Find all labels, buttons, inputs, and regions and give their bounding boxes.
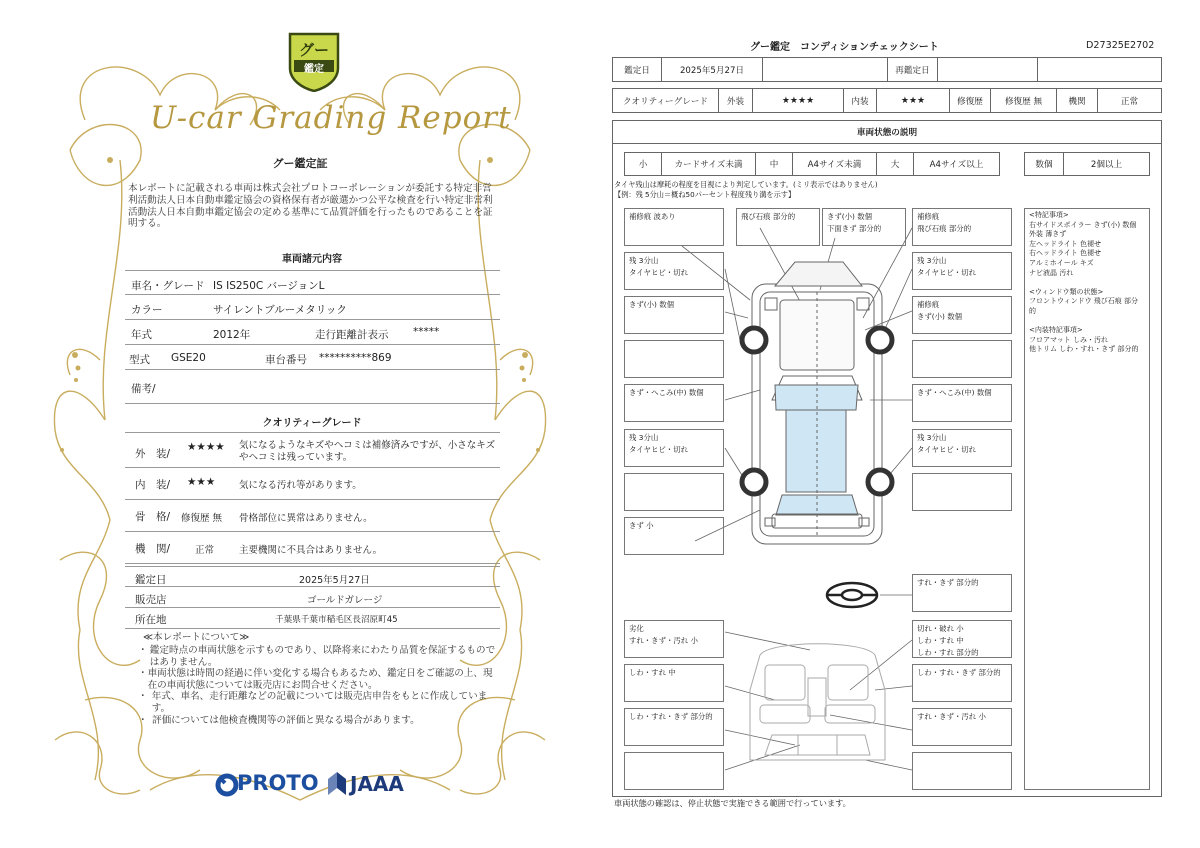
info-row-shop bbox=[125, 587, 500, 608]
date-label: 鑑定日 bbox=[612, 57, 662, 82]
date-value: 2025年5月27日 bbox=[661, 57, 763, 82]
section-title: 車両状態の説明 bbox=[612, 120, 1162, 144]
ext-stars: ★★★★ bbox=[752, 88, 844, 113]
box-interior-right-2: しわ・すれ・きず 部分的 bbox=[912, 664, 1012, 702]
info-row-address bbox=[125, 608, 500, 629]
interior-label: 内 装/ bbox=[135, 479, 171, 491]
legend-count-desc: 2個以上 bbox=[1063, 152, 1150, 176]
box-interior-left-3: しわ・すれ・きず 部分的 bbox=[624, 708, 724, 746]
mileage-label: 走行距離計表示 bbox=[315, 329, 389, 341]
spec-row-name bbox=[125, 270, 500, 295]
chassis-label: 車台番号 bbox=[265, 354, 307, 366]
jaaa-mark-icon bbox=[326, 771, 348, 797]
proto-mark-icon bbox=[215, 773, 239, 797]
quality-section-title: クオリティーグレード bbox=[262, 418, 362, 429]
box-left-5: きず・へこみ(中) 数個 bbox=[624, 384, 724, 422]
legend-medium-desc: A4サイズ未満 bbox=[792, 152, 877, 176]
engine-label: 機関 bbox=[1056, 88, 1098, 113]
note-item: ・ 年式、車名、走行距離などの記載については販売店申告をもとに作成しています。 bbox=[138, 691, 498, 714]
box-interior-right-3: すれ・きず・汚れ 小 bbox=[912, 708, 1012, 746]
note-item: ・ 鑑定時点の車両状態を示すものであり、以降将来にわたり品質を保証するものではありません。 bbox=[138, 645, 498, 668]
legend-count: 数個 bbox=[1024, 152, 1064, 176]
notes-title: ≪本レポートについて≫ bbox=[143, 632, 250, 643]
report-script-title: U-car Grading Report bbox=[150, 100, 512, 136]
sheet-title: グー鑑定 コンディションチェックシート bbox=[750, 42, 939, 53]
box-interior-left-4 bbox=[624, 752, 724, 790]
box-right-3: 補修痕 きず(小) 数個 bbox=[912, 296, 1012, 334]
quality-row-engine bbox=[125, 532, 500, 564]
spec-row-remarks bbox=[125, 370, 500, 404]
footer-note: 車両状態の確認は、停止状態で実施できる範囲で行っています。 bbox=[614, 798, 851, 808]
frame-value: 修復歴 無 bbox=[181, 513, 223, 524]
shop-label: 販売店 bbox=[135, 594, 167, 606]
model-value: GSE20 bbox=[171, 352, 206, 364]
box-left-4 bbox=[624, 340, 724, 378]
note-item: ・ 車両状態は時間の経過に伴い変化する場合もあるため、鑑定日をご確認の上、現在の車両状態については販売店にお問合せください。 bbox=[138, 668, 498, 691]
box-right-4 bbox=[912, 340, 1012, 378]
name-value: IS IS250C バージョンL bbox=[213, 280, 325, 292]
box-right-7 bbox=[912, 473, 1012, 511]
spec-row-model bbox=[125, 345, 500, 370]
legend-small-desc: カードサイズ未満 bbox=[661, 152, 756, 176]
spec-section-title: 車両諸元内容 bbox=[282, 254, 342, 265]
box-left-8: きず 小 bbox=[624, 517, 724, 555]
shop-value: ゴールドガレージ bbox=[307, 595, 383, 606]
goo-kantei-badge bbox=[286, 30, 342, 92]
box-right-6: 残 3分山 タイヤヒビ・切れ bbox=[912, 429, 1012, 467]
box-right-5: きず・へこみ(中) 数個 bbox=[912, 384, 1012, 422]
legend-medium: 中 bbox=[755, 152, 793, 176]
date-label: 鑑定日 bbox=[135, 574, 167, 586]
interior-stars: ★★★ bbox=[187, 476, 216, 488]
box-left-2: 残 3分山 タイヤヒビ・切れ bbox=[624, 252, 724, 290]
box-steering: すれ・きず 部分的 bbox=[912, 574, 1012, 612]
repair-value: 修復歴 無 bbox=[990, 88, 1057, 113]
year-label: 年式 bbox=[131, 329, 152, 341]
exterior-label: 外 装/ bbox=[135, 448, 171, 460]
certificate-body: 本レポートに記載される車両は株式会社プロトコーポレーションが委託する特定非営利活動法人日本自動車鑑定協会の資格保有者が厳選かつ公平な検査を行い特定非営利活動法人日本自動車鑑定協会の定める基準にて品質評価を行ったものであることを証明する。 bbox=[128, 183, 493, 230]
box-top-2: きず(小) 数個 下面きず 部分的 bbox=[822, 208, 906, 246]
note-text: 評価については他検査機関等の評価と異なる場合があります。 bbox=[152, 714, 420, 726]
box-interior-right-4 bbox=[912, 752, 1012, 790]
color-label: カラー bbox=[131, 304, 163, 316]
date-value: 2025年5月27日 bbox=[299, 575, 370, 586]
proto-logo-text: PROTO bbox=[237, 771, 319, 795]
box-right-1: 補修痕 飛び石痕 部分的 bbox=[912, 208, 1012, 246]
quality-label: クオリティーグレード bbox=[612, 88, 719, 113]
special-notes-box: <特記事項> 右サイドスポイラー きず(小) 数個 外装 薄きず 左ヘッドライト 色褪せ 右ヘッドライト 色褪せ アルミホイール キズ ナビ液晶 汚れ <ウィンドウ類の状態> フロントウィンドウ 飛び石痕 部分的 <内装特記事項> フロアマット しみ・汚れ 他トリム しわ・すれ・きず 部分的 bbox=[1024, 208, 1150, 790]
remarks-label: 備考/ bbox=[131, 383, 156, 395]
document-id: D27325E2702 bbox=[1086, 40, 1155, 51]
box-top-1: 飛び石痕 部分的 bbox=[736, 208, 820, 246]
badge-bottom-text: 鑑定 bbox=[304, 64, 324, 75]
box-interior-left-1: 劣化 すれ・きず・汚れ 小 bbox=[624, 620, 724, 658]
note-text: 鑑定時点の車両状態を示すものであり、以降将来にわたり品質を保証するものではありません。 bbox=[149, 645, 496, 668]
badge-top-text: グー bbox=[298, 41, 329, 59]
info-row-date bbox=[125, 566, 500, 587]
chassis-value: **********869 bbox=[319, 352, 392, 364]
note-text: 年式、車名、走行距離などの記載については販売店申告をもとに作成しています。 bbox=[151, 691, 488, 714]
engine-value: 正常 bbox=[1097, 88, 1162, 113]
model-label: 型式 bbox=[129, 354, 150, 366]
int-label: 内装 bbox=[843, 88, 877, 113]
address-label: 所在地 bbox=[135, 614, 167, 626]
year-value: 2012年 bbox=[213, 329, 251, 341]
jaaa-logo-text: JAAA bbox=[350, 772, 404, 796]
box-left-7 bbox=[624, 473, 724, 511]
box-interior-left-2: しわ・すれ 中 bbox=[624, 664, 724, 702]
exterior-desc: 気になるようなキズやヘコミは補修済みですが、小さなキズやヘコミは残っています。 bbox=[239, 440, 496, 463]
name-label: 車名・グレード bbox=[131, 280, 205, 292]
exterior-stars: ★★★★ bbox=[187, 441, 225, 453]
recheck-label: 再鑑定日 bbox=[887, 57, 938, 82]
box-left-6: 残 3分山 タイヤヒビ・切れ bbox=[624, 429, 724, 467]
legend-small: 小 bbox=[624, 152, 662, 176]
spec-row-year bbox=[125, 320, 500, 345]
color-value: サイレントブルーメタリック bbox=[213, 304, 347, 316]
tire-note-1: タイヤ残山は摩耗の程度を目視により判定しています。(ミリ表示ではありません) bbox=[614, 180, 878, 189]
quality-row-frame bbox=[125, 500, 500, 532]
engine-value: 正常 bbox=[195, 545, 215, 556]
engine-label: 機 関/ bbox=[135, 543, 171, 555]
condition-check-sheet bbox=[600, 0, 1200, 848]
ext-label: 外装 bbox=[718, 88, 753, 113]
box-left-1: 補修痕 波あり bbox=[624, 208, 724, 246]
frame-desc: 骨格部位に異常はありません。 bbox=[239, 513, 373, 524]
box-left-3: きず(小) 数個 bbox=[624, 296, 724, 334]
mileage-value: ***** bbox=[413, 326, 440, 338]
spec-row-color bbox=[125, 295, 500, 320]
quality-row-exterior bbox=[125, 432, 500, 468]
frame-label: 骨 格/ bbox=[135, 511, 171, 523]
tire-note-2: 【例：残 5分山＝概ね50パーセント程度残り溝を示す】 bbox=[614, 190, 796, 199]
engine-desc: 主要機関に不具合はありません。 bbox=[239, 545, 383, 556]
box-interior-right-1: 切れ・破れ 小 しわ・すれ 中 しわ・すれ 部分的 bbox=[912, 620, 1012, 658]
quality-row-interior bbox=[125, 468, 500, 500]
address-value: 千葉県千葉市稲毛区長沼原町45 bbox=[275, 615, 398, 625]
box-right-2: 残 3分山 タイヤヒビ・切れ bbox=[912, 252, 1012, 290]
notes-list bbox=[138, 645, 498, 726]
certificate-title: グー鑑定証 bbox=[272, 157, 328, 170]
legend-large: 大 bbox=[876, 152, 914, 176]
interior-desc: 気になる汚れ等があります。 bbox=[239, 480, 362, 491]
int-stars: ★★★ bbox=[876, 88, 950, 113]
note-text: 車両状態は時間の経過に伴い変化する場合もあるため、鑑定日をご確認の上、現在の車両状態については販売店にお問合せください。 bbox=[147, 668, 493, 691]
repair-label: 修復歴 bbox=[949, 88, 991, 113]
legend-large-desc: A4サイズ以上 bbox=[913, 152, 1000, 176]
note-item: ・ 評価については他検査機関等の評価と異なる場合があります。 bbox=[138, 714, 420, 726]
